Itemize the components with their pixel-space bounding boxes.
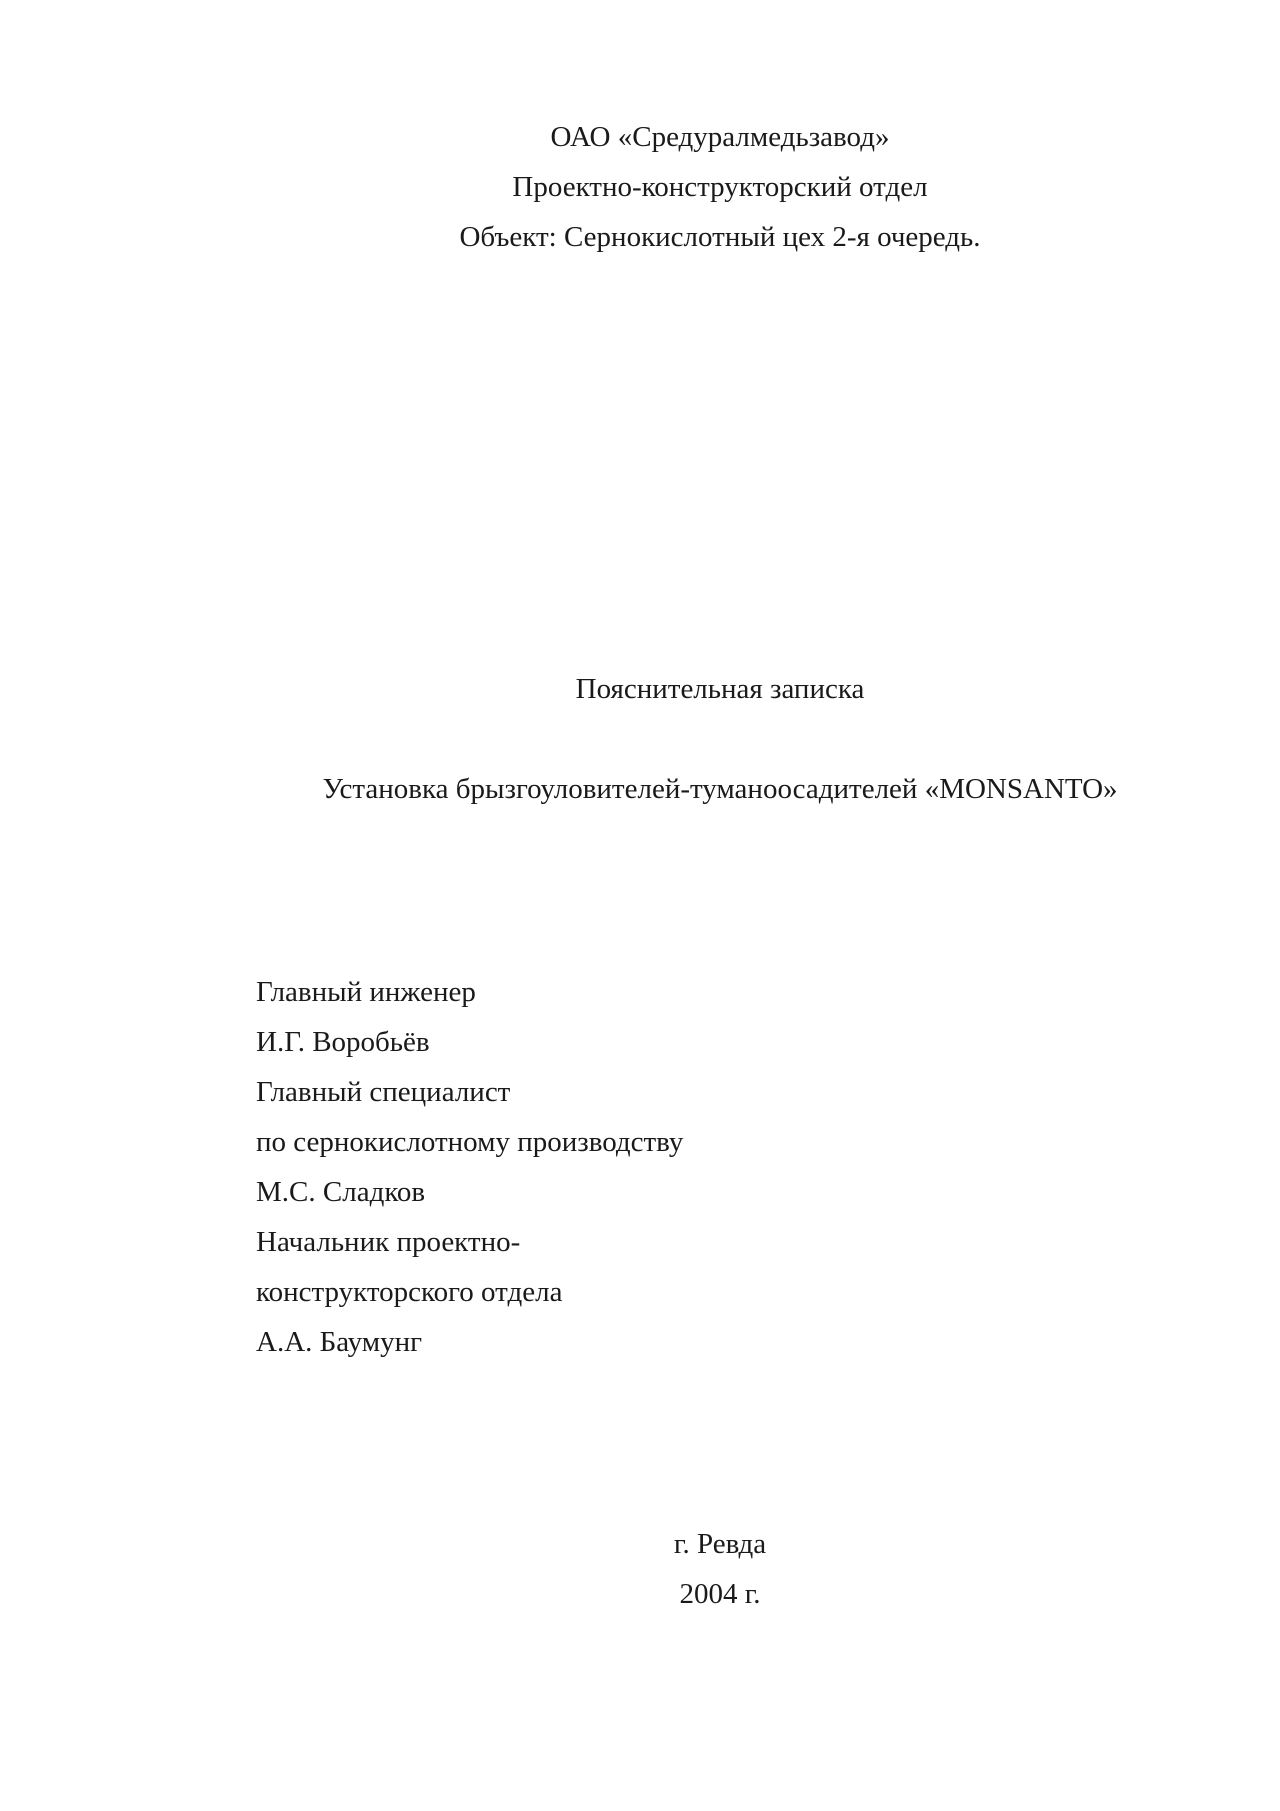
city-name: г. Ревда — [673, 1528, 767, 1560]
signatory-line: М.С. Сладков — [256, 1176, 426, 1208]
department-name: Проектно-конструкторский отдел — [512, 171, 928, 203]
signatory-line: Главный специалист — [256, 1076, 511, 1108]
signatory-line: Начальник проектно- — [256, 1226, 521, 1258]
document-type: Пояснительная записка — [575, 673, 865, 705]
document-subject: Установка брызгоуловителей-туманоосадителей «MONSANTO» — [322, 773, 1118, 805]
signatory-line: И.Г. Воробьёв — [256, 1026, 430, 1058]
object-line: Объект: Сернокислотный цех 2-я очередь. — [459, 221, 981, 253]
document-year: 2004 г. — [679, 1578, 761, 1610]
signatory-line: конструкторского отдела — [256, 1276, 563, 1308]
signatory-line: А.А. Баумунг — [256, 1326, 423, 1358]
signatory-line: по сернокислотному производству — [256, 1126, 684, 1158]
organization-name: ОАО «Средуралмедьзавод» — [550, 121, 890, 153]
signatory-line: Главный инженер — [256, 976, 476, 1008]
